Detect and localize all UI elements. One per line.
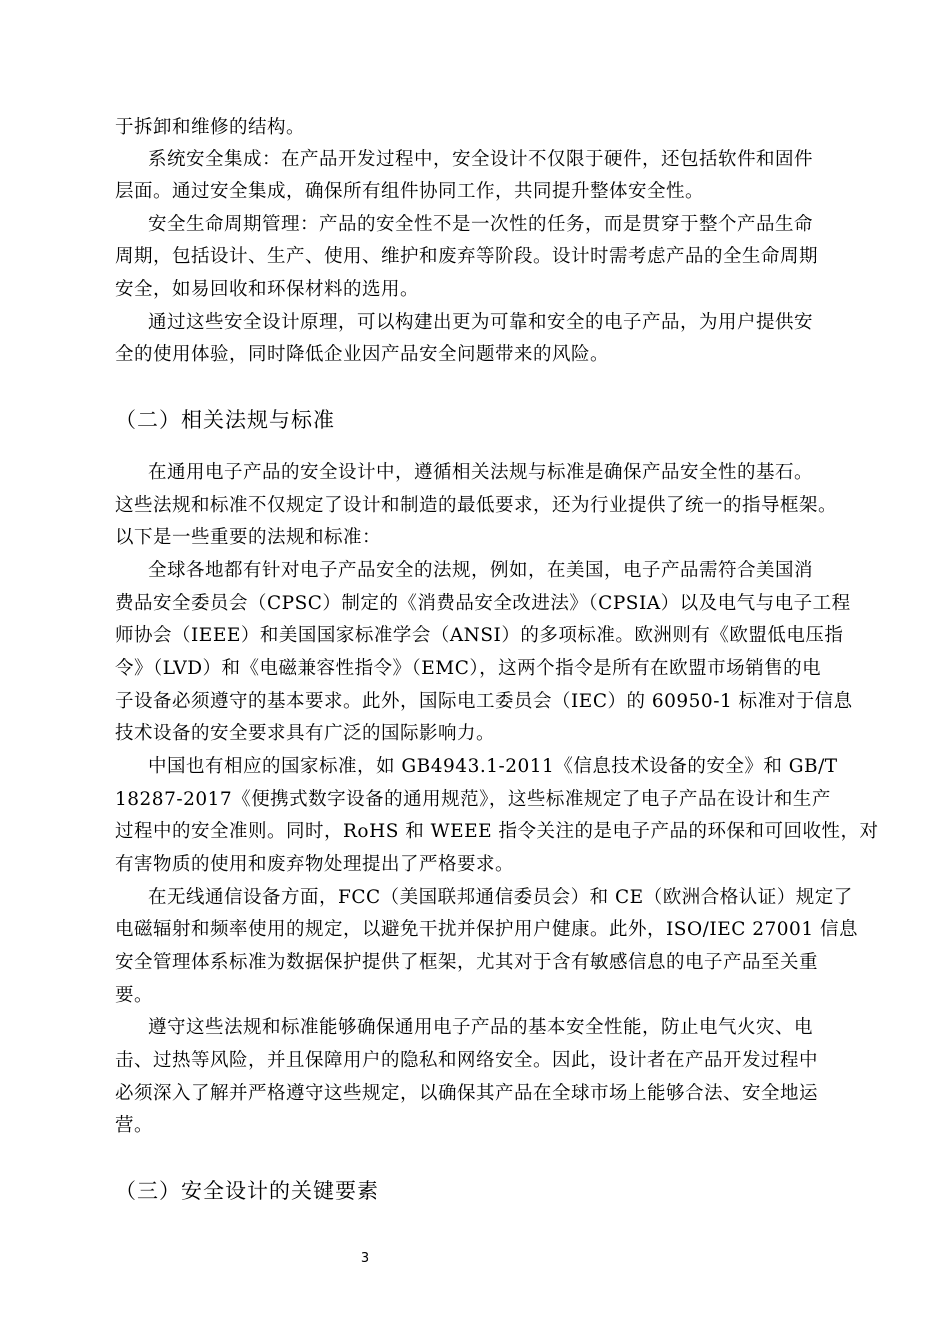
paragraph-line: 通过这些安全设计原理，可以构建出更为可靠和安全的电子产品，为用户提供安: [148, 312, 814, 333]
paragraph-line: 技术设备的安全要求具有广泛的国际影响力。: [115, 723, 496, 744]
paragraph-line: 这些法规和标准不仅规定了设计和制造的最低要求，还为行业提供了统一的指导框架。: [115, 495, 838, 516]
paragraph-line: 以下是一些重要的法规和标准：: [115, 527, 382, 548]
paragraph-line: 安全，如易回收和环保材料的选用。: [115, 279, 420, 300]
paragraph-line: 层面。通过安全集成，确保所有组件协同工作，共同提升整体安全性。: [115, 181, 705, 202]
paragraph-line: 营。: [115, 1115, 154, 1136]
paragraph-line: 必须深入了解并严格遵守这些规定，以确保其产品在全球市场上能够合法、安全地运: [115, 1083, 819, 1104]
paragraph-line: 有害物质的使用和废弃物处理提出了严格要求。: [115, 854, 515, 875]
section-heading: （二）相关法规与标准: [115, 408, 335, 432]
paragraph-line: 在无线通信设备方面，FCC（美国联邦通信委员会）和 CE（欧洲合格认证）规定了: [148, 887, 853, 908]
paragraph-line: 安全管理体系标准为数据保护提供了框架，尤其对于含有敏感信息的电子产品至关重: [115, 952, 819, 973]
paragraph-line: 安全生命周期管理：产品的安全性不是一次性的任务，而是贯穿于整个产品生命: [148, 214, 814, 235]
paragraph-line: 在通用电子产品的安全设计中，遵循相关法规与标准是确保产品安全性的基石。: [148, 462, 814, 483]
paragraph-line: 费品安全委员会（CPSC）制定的《消费品安全改进法》（CPSIA）以及电气与电子工程: [115, 593, 851, 614]
paragraph-line: 子设备必须遵守的基本要求。此外，国际电工委员会（IEC）的 60950-1 标准对于信息: [115, 691, 853, 712]
paragraph-line: 遵守这些法规和标准能够确保通用电子产品的基本安全性能，防止电气火灾、电: [148, 1017, 814, 1038]
paragraph-line: 周期，包括设计、生产、使用、维护和废弃等阶段。设计时需考虑产品的全生命周期: [115, 246, 819, 267]
section-heading: （三）安全设计的关键要素: [115, 1179, 379, 1203]
paragraph-line: 于拆卸和维修的结构。: [115, 117, 306, 138]
page-number: 3: [360, 1251, 370, 1266]
paragraph-line: 击、过热等风险，并且保障用户的隐私和网络安全。因此，设计者在产品开发过程中: [115, 1050, 819, 1071]
paragraph-line: 18287-2017《便携式数字设备的通用规范》，这些标准规定了电子产品在设计和生产: [115, 789, 831, 810]
paragraph-line: 全球各地都有针对电子产品安全的法规，例如，在美国，电子产品需符合美国消: [148, 560, 814, 581]
paragraph-line: 过程中的安全准则。同时，RoHS 和 WEEE 指令关注的是电子产品的环保和可回收性，对: [115, 821, 879, 842]
paragraph-line: 电磁辐射和频率使用的规定，以避免干扰并保护用户健康。此外，ISO/IEC 27001 信息: [115, 919, 858, 940]
paragraph-line: 中国也有相应的国家标准，如 GB4943.1-2011《信息技术设备的安全》和 GB/T: [148, 756, 838, 777]
paragraph-line: 全的使用体验，同时降低企业因产品安全问题带来的风险。: [115, 344, 610, 365]
paragraph-line: 师协会（IEEE）和美国国家标准学会（ANSI）的多项标准。欧洲则有《欧盟低电压指: [115, 625, 844, 646]
paragraph-line: 系统安全集成：在产品开发过程中，安全设计不仅限于硬件，还包括软件和固件: [148, 149, 814, 170]
paragraph-line: 令》（LVD）和《电磁兼容性指令》（EMC），这两个指令是所有在欧盟市场销售的电: [115, 658, 822, 679]
paragraph-line: 要。: [115, 985, 154, 1006]
